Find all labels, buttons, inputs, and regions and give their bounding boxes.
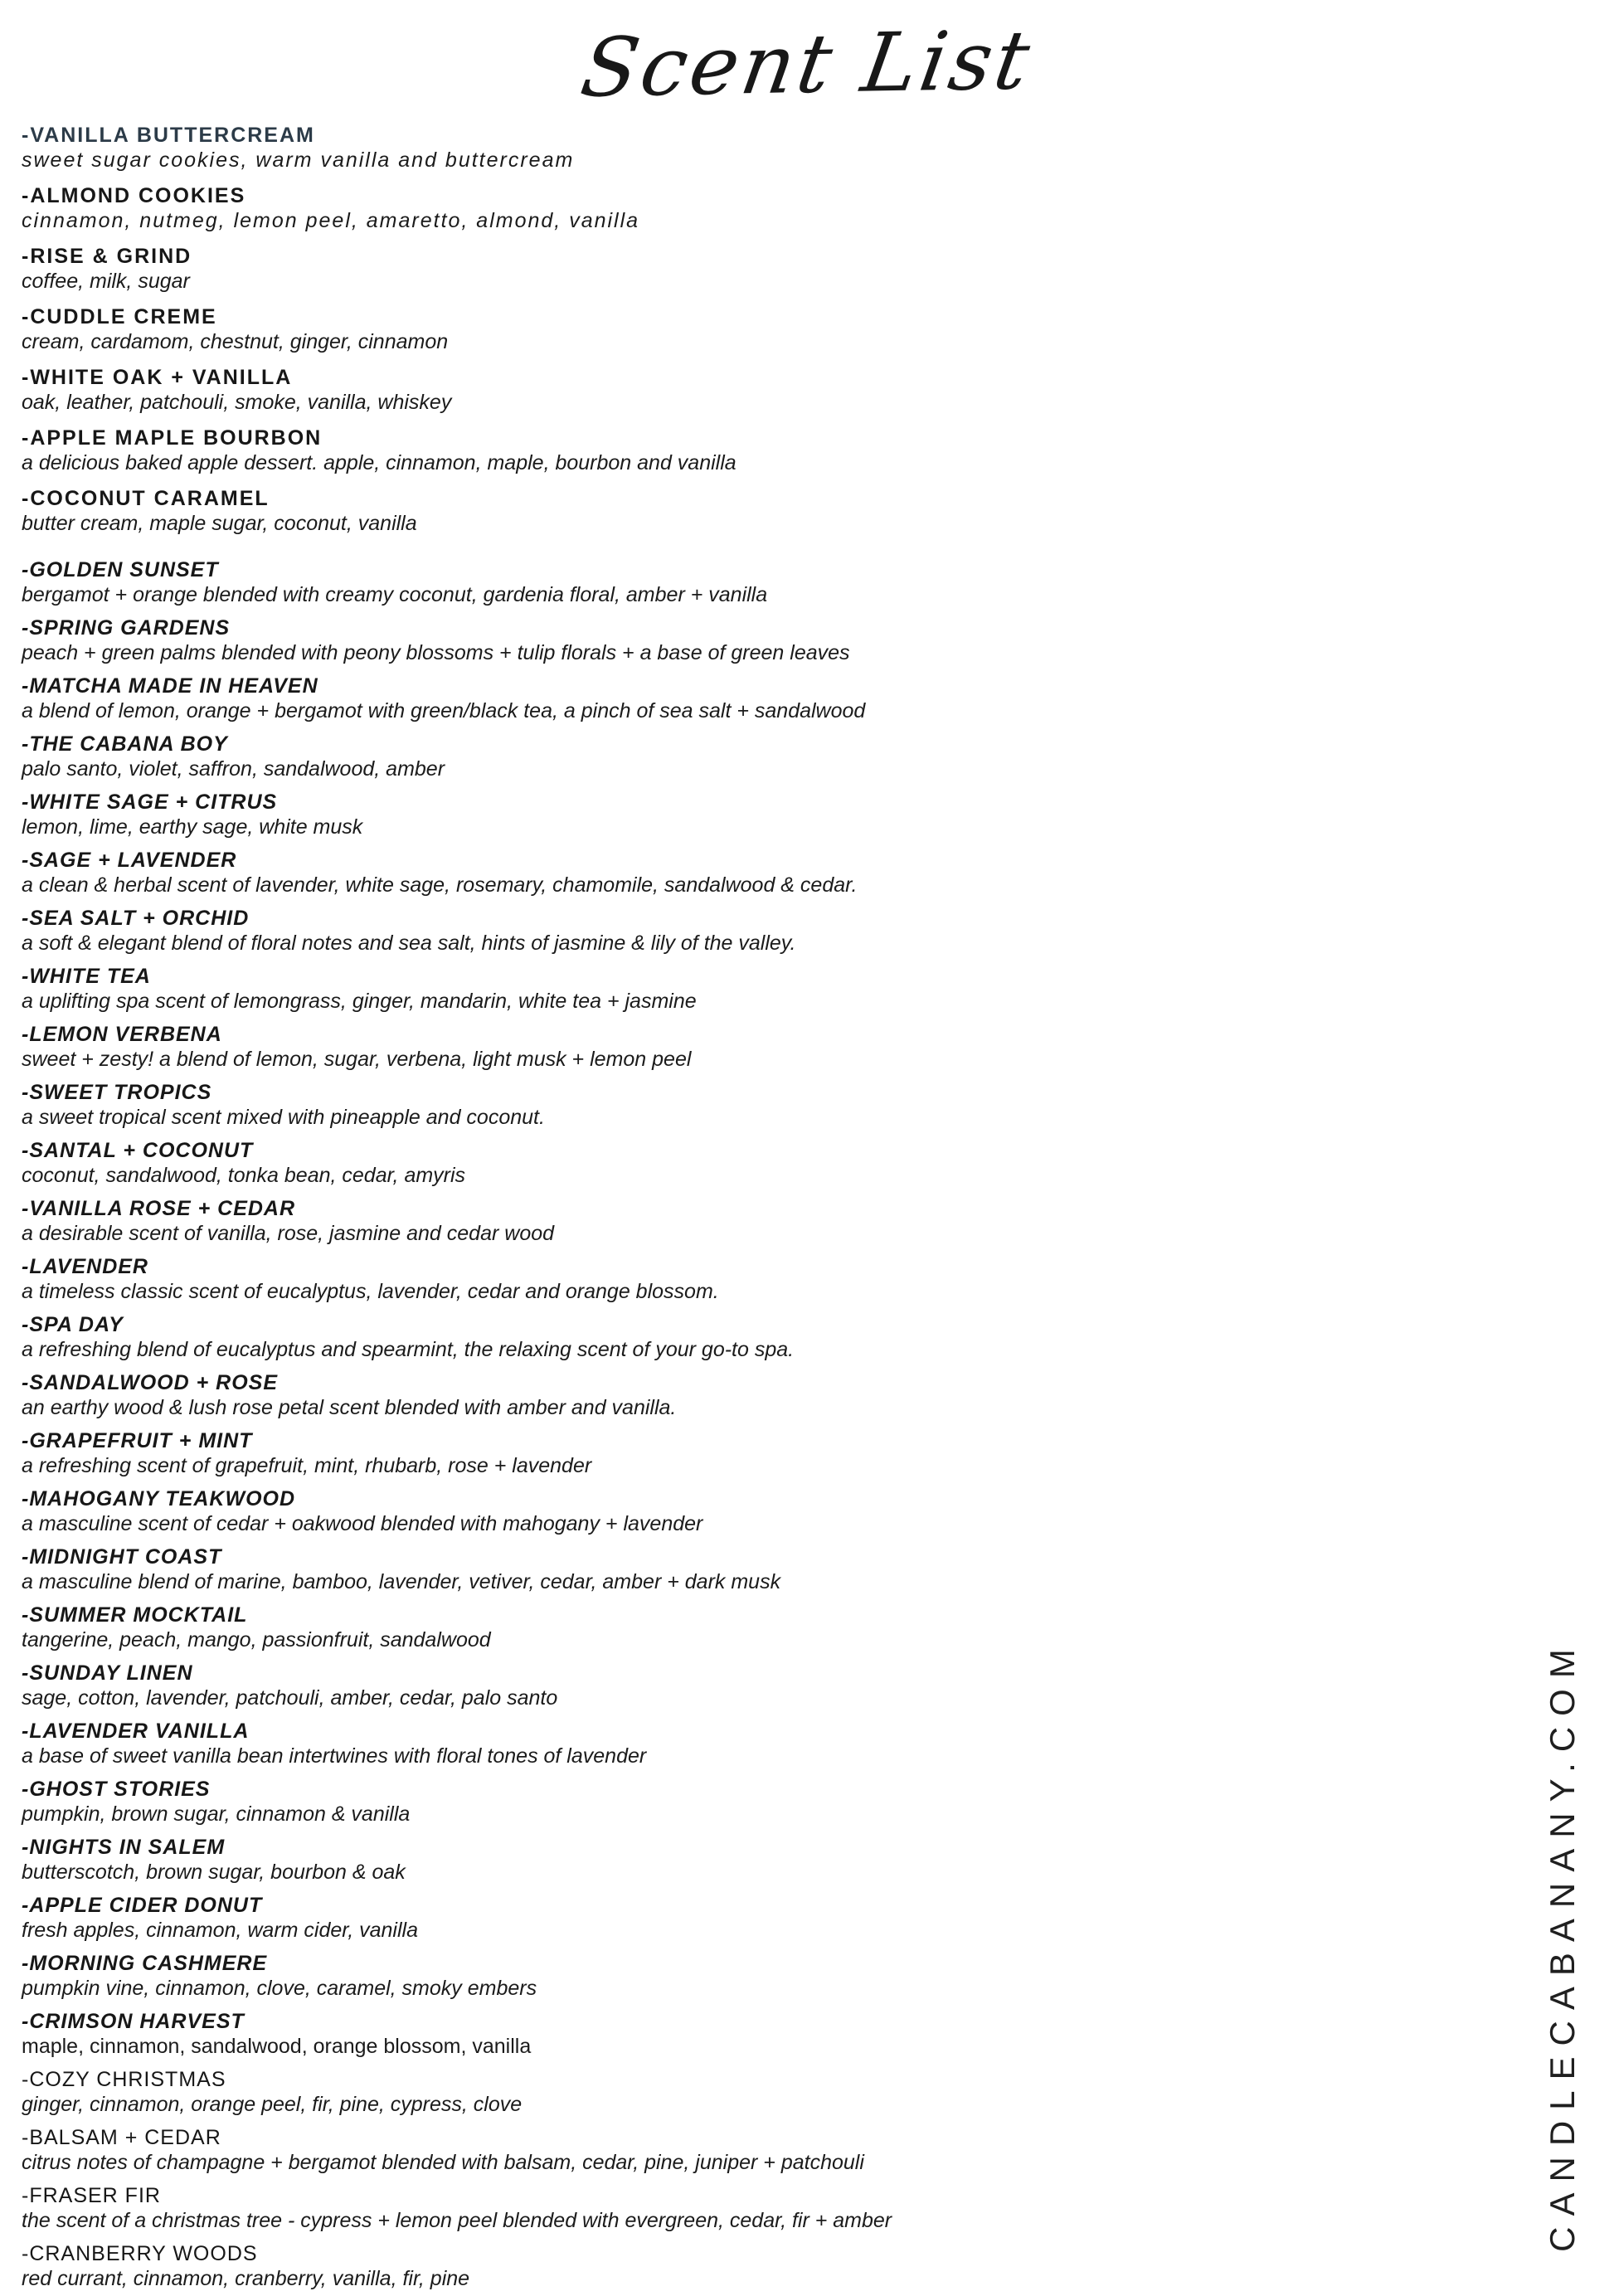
scent-name: -SANTAL + COCONUT	[22, 1139, 254, 1162]
scent-entry	[22, 1080, 1514, 1130]
scent-entry	[22, 365, 1514, 415]
scent-notes: coconut, sandalwood, tonka bean, cedar, amyris	[22, 1164, 466, 1187]
scent-name: -BALSAM + CEDAR	[22, 2126, 221, 2149]
scent-name: -CRANBERRY WOODS	[22, 2242, 258, 2265]
scent-entry	[22, 2241, 1514, 2291]
scent-entry	[22, 848, 1514, 897]
scent-name: -GHOST STORIES	[22, 1778, 211, 1801]
scent-entry	[22, 2125, 1514, 2175]
scent-notes: cinnamon, nutmeg, lemon peel, amaretto, almond, vanilla	[22, 209, 640, 232]
scent-name: -RISE & GRIND	[22, 245, 192, 268]
scent-name: -SUNDAY LINEN	[22, 1661, 193, 1685]
scent-name: -SWEET TROPICS	[22, 1081, 212, 1104]
scent-name: -MORNING CASHMERE	[22, 1952, 268, 1975]
scent-name: -SAGE + LAVENDER	[22, 849, 237, 872]
scent-notes: a masculine blend of marine, bamboo, lavender, vetiver, cedar, amber + dark musk	[22, 1570, 781, 1593]
scent-notes: butter cream, maple sugar, coconut, vanilla	[22, 512, 417, 535]
scent-entry	[22, 2183, 1514, 2233]
scent-entry	[22, 426, 1514, 475]
scent-entry	[22, 1661, 1514, 1710]
scent-notes: ginger, cinnamon, orange peel, fir, pine, cypress, clove	[22, 2093, 523, 2116]
scent-notes: oak, leather, patchouli, smoke, vanilla, whiskey	[22, 391, 452, 414]
scent-name: -NIGHTS IN SALEM	[22, 1836, 226, 1859]
scent-entry	[22, 486, 1514, 536]
scent-name: -CRIMSON HARVEST	[22, 2010, 245, 2033]
scent-notes: sweet sugar cookies, warm vanilla and buttercream	[22, 148, 575, 172]
scent-entry	[22, 1022, 1514, 1072]
scent-entry	[22, 123, 1514, 173]
scent-name: -COCONUT CARAMEL	[22, 487, 270, 510]
scent-name: -GRAPEFRUIT + MINT	[22, 1429, 253, 1452]
scent-name: -SPRING GARDENS	[22, 616, 231, 640]
scent-entry	[22, 1254, 1514, 1304]
scent-entry	[22, 1544, 1514, 1594]
scent-entry	[22, 906, 1514, 956]
scent-entry	[22, 674, 1514, 723]
scent-name: -LAVENDER VANILLA	[22, 1720, 250, 1743]
scent-name: -WHITE SAGE + CITRUS	[22, 790, 278, 814]
scent-entry	[22, 790, 1514, 839]
scent-notes: sage, cotton, lavender, patchouli, amber, cedar, palo santo	[22, 1686, 558, 1710]
scent-entry	[22, 1486, 1514, 1536]
scent-notes: pumpkin vine, cinnamon, clove, caramel, smoky embers	[22, 1977, 537, 2000]
scent-name: -SPA DAY	[22, 1313, 124, 1336]
scent-name: -WHITE TEA	[22, 965, 151, 988]
title-area	[0, 0, 1614, 123]
scent-entry	[22, 1196, 1514, 1246]
scent-notes: cream, cardamom, chestnut, ginger, cinnamon	[22, 330, 449, 353]
scent-entry	[22, 1951, 1514, 2001]
scent-name: -VANILLA ROSE + CEDAR	[22, 1197, 296, 1220]
scent-entry	[22, 1719, 1514, 1768]
scent-notes: the scent of a christmas tree - cypress + lemon peel blended with evergreen, cedar, fir + amber	[22, 2209, 892, 2232]
scent-notes: a delicious baked apple dessert. apple, cinnamon, maple, bourbon and vanilla	[22, 451, 737, 474]
scent-name: -GOLDEN SUNSET	[22, 558, 219, 581]
scent-notes: butterscotch, brown sugar, bourbon & oak	[22, 1861, 406, 1884]
scent-notes: a sweet tropical scent mixed with pineapple and coconut.	[22, 1106, 545, 1129]
scent-entry	[22, 244, 1514, 294]
scent-notes: a desirable scent of vanilla, rose, jasmine and cedar wood	[22, 1222, 555, 1245]
scent-entry	[22, 1312, 1514, 1362]
website-url-vertical: CANDLECABANANY.COM	[1543, 1638, 1582, 2252]
scent-entry	[22, 1428, 1514, 1478]
scent-name: -SANDALWOOD + ROSE	[22, 1371, 278, 1394]
scent-name: -LAVENDER	[22, 1255, 148, 1278]
scent-notes: tangerine, peach, mango, passionfruit, sandalwood	[22, 1628, 491, 1651]
scent-entry	[22, 1835, 1514, 1885]
scent-name: -SEA SALT + ORCHID	[22, 907, 250, 930]
scent-entry	[22, 304, 1514, 354]
scent-notes: an earthy wood & lush rose petal scent blended with amber and vanilla.	[22, 1396, 677, 1419]
scent-notes: citrus notes of champagne + bergamot blended with balsam, cedar, pine, juniper + patchouli	[22, 2151, 864, 2174]
scent-notes: peach + green palms blended with peony blossoms + tulip florals + a base of green leaves	[22, 641, 850, 664]
scent-entry	[22, 1138, 1514, 1188]
scent-name: -SUMMER MOCKTAIL	[22, 1603, 248, 1627]
scent-name: -WHITE OAK + VANILLA	[22, 366, 293, 389]
scent-name: -COZY CHRISTMAS	[22, 2068, 226, 2091]
scent-entry	[22, 1603, 1514, 1652]
scent-name: -CUDDLE CREME	[22, 305, 217, 328]
scent-notes: a uplifting spa scent of lemongrass, ginger, mandarin, white tea + jasmine	[22, 990, 697, 1013]
scent-name: -FRASER FIR	[22, 2184, 161, 2207]
scent-entry	[22, 183, 1514, 233]
scent-entry	[22, 1370, 1514, 1420]
scent-notes: a clean & herbal scent of lavender, white sage, rosemary, chamomile, sandalwood & cedar.	[22, 873, 858, 897]
scent-entry	[22, 2067, 1514, 2117]
scent-name: -THE CABANA BOY	[22, 732, 228, 756]
scent-entry	[22, 557, 1514, 607]
scent-list	[0, 123, 1614, 2291]
scent-notes: a timeless classic scent of eucalyptus, lavender, cedar and orange blossom.	[22, 1280, 719, 1303]
page-title: Scent List	[575, 13, 1039, 116]
scent-name: -LEMON VERBENA	[22, 1023, 222, 1046]
scent-name: -ALMOND COOKIES	[22, 184, 246, 207]
scent-notes: a soft & elegant blend of floral notes and sea salt, hints of jasmine & lily of the valley.	[22, 932, 796, 955]
scent-name: -MIDNIGHT COAST	[22, 1545, 222, 1569]
scent-notes: red currant, cinnamon, cranberry, vanilla, fir, pine	[22, 2267, 470, 2290]
scent-notes: palo santo, violet, saffron, sandalwood, amber	[22, 757, 445, 781]
scent-notes: a blend of lemon, orange + bergamot with green/black tea, a pinch of sea salt + sandalwood	[22, 699, 866, 722]
scent-entry	[22, 964, 1514, 1014]
scent-entry	[22, 2009, 1514, 2059]
scent-entry	[22, 615, 1514, 665]
scent-notes: maple, cinnamon, sandalwood, orange blossom, vanilla	[22, 2035, 532, 2058]
scent-entry	[22, 732, 1514, 781]
scent-notes: a masculine scent of cedar + oakwood blended with mahogany + lavender	[22, 1512, 703, 1535]
scent-name: -APPLE MAPLE BOURBON	[22, 426, 323, 450]
scent-entry	[22, 1893, 1514, 1943]
scent-notes: lemon, lime, earthy sage, white musk	[22, 815, 363, 839]
scent-notes: bergamot + orange blended with creamy coconut, gardenia floral, amber + vanilla	[22, 583, 768, 606]
scent-name: -MAHOGANY TEAKWOOD	[22, 1487, 296, 1510]
scent-notes: sweet + zesty! a blend of lemon, sugar, verbena, light musk + lemon peel	[22, 1048, 692, 1071]
scent-notes: a base of sweet vanilla bean intertwines with floral tones of lavender	[22, 1744, 647, 1768]
scent-name: -MATCHA MADE IN HEAVEN	[22, 674, 318, 698]
scent-entry	[22, 1777, 1514, 1827]
scent-notes: coffee, milk, sugar	[22, 270, 190, 293]
scent-notes: a refreshing scent of grapefruit, mint, rhubarb, rose + lavender	[22, 1454, 592, 1477]
scent-name: -APPLE CIDER DONUT	[22, 1894, 263, 1917]
scent-name: -VANILLA BUTTERCREAM	[22, 124, 315, 147]
scent-notes: a refreshing blend of eucalyptus and spearmint, the relaxing scent of your go-to spa.	[22, 1338, 795, 1361]
scent-notes: pumpkin, brown sugar, cinnamon & vanilla	[22, 1802, 411, 1826]
scent-notes: fresh apples, cinnamon, warm cider, vanilla	[22, 1919, 419, 1942]
